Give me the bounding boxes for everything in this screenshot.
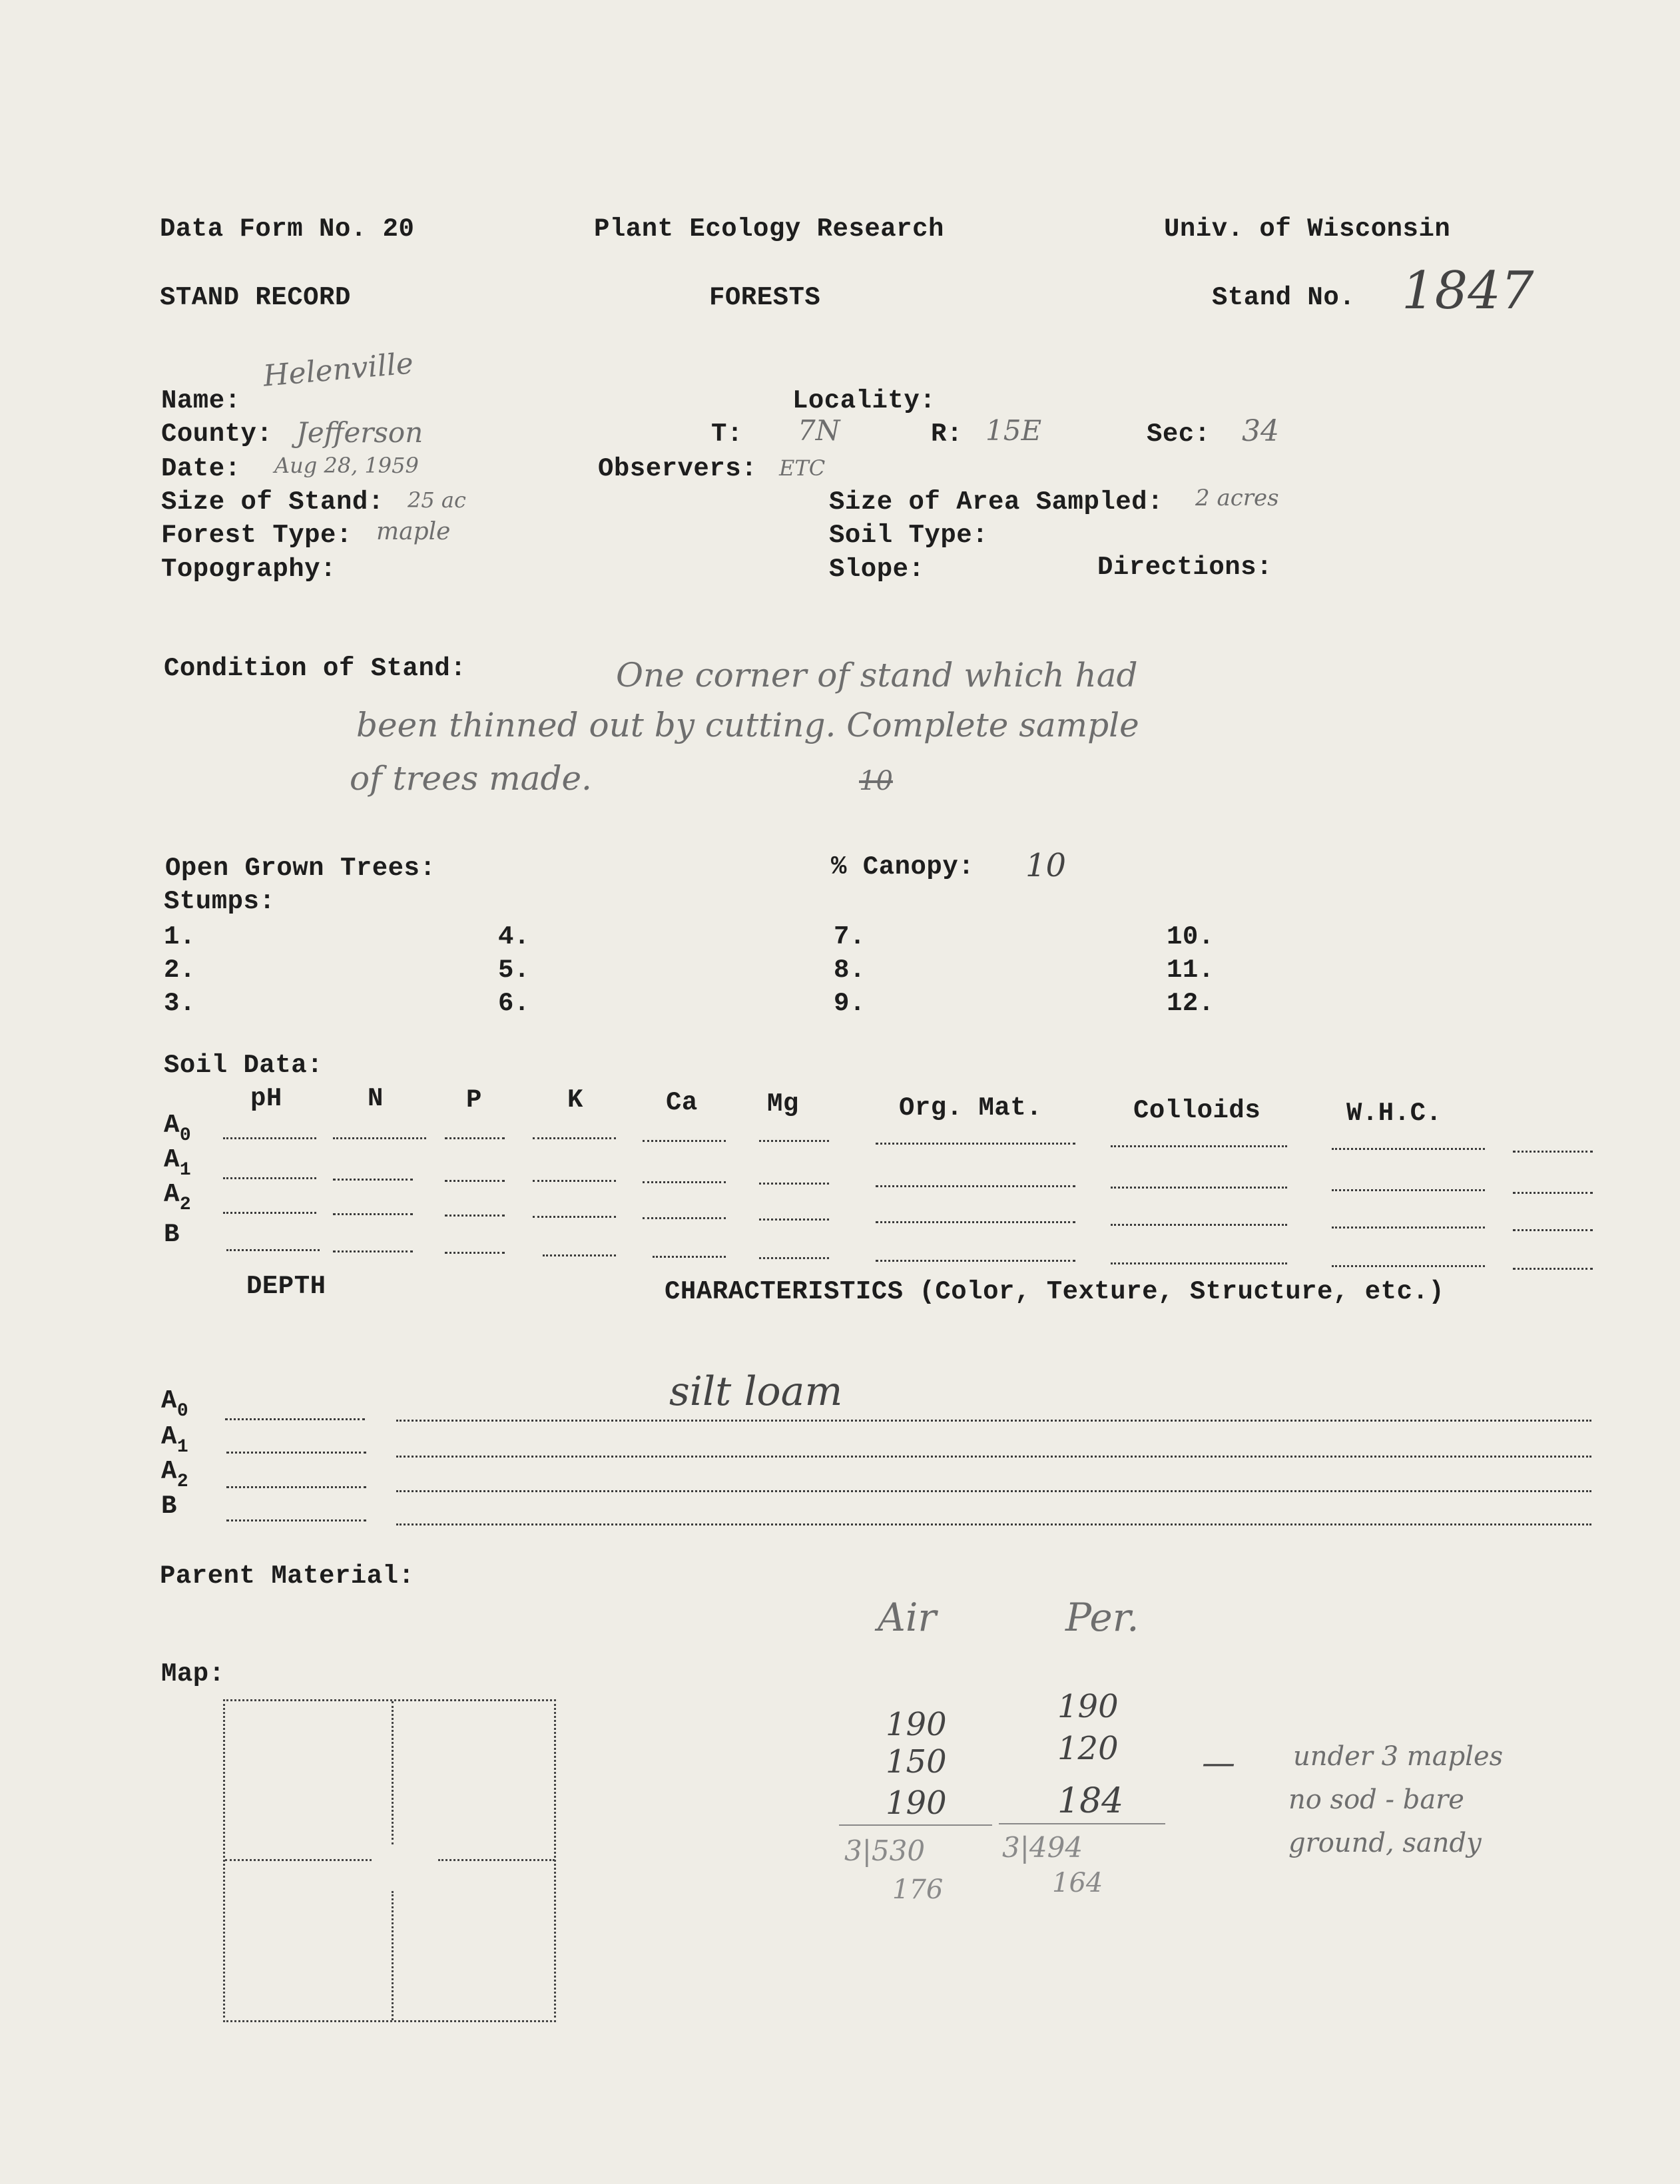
stand-number-label: Stand No. (1212, 283, 1356, 312)
air-sum: 3|530 (844, 1834, 926, 1867)
per-sum: 3|494 (1002, 1831, 1083, 1864)
date-label: Date: (161, 454, 241, 483)
a0-characteristic: silt loam (669, 1368, 843, 1415)
per-sum-line (999, 1823, 1165, 1824)
depth-a1-label: $A_1$ (161, 1422, 189, 1458)
horizon-a1-label: $A_1$ (164, 1145, 192, 1181)
stumps-label: Stumps: (164, 887, 276, 916)
air-sum-line (839, 1824, 992, 1826)
air-value-2: 150 (886, 1743, 947, 1780)
stump-12: 12. (1167, 989, 1215, 1018)
program-title: Plant Ecology Research (594, 214, 944, 244)
col-k: K (567, 1085, 583, 1115)
open-grown-trees-label: Open Grown Trees: (165, 854, 436, 883)
category: FORESTS (709, 283, 821, 312)
stand-number-value: 1847 (1402, 261, 1534, 321)
soil-type-label: Soil Type: (829, 521, 989, 550)
stump-3: 3. (164, 989, 196, 1018)
condition-line-2: been thinned out by cutting. Complete sample (356, 706, 1139, 744)
institution: Univ. of Wisconsin (1164, 214, 1451, 244)
depth-b-label: B (161, 1492, 177, 1521)
stump-7: 7. (834, 922, 866, 952)
remark-line-2: no sod - bare (1288, 1784, 1464, 1815)
characteristics-label: CHARACTERISTICS (Color, Texture, Structure, etc.) (665, 1277, 1445, 1306)
record-type: STAND RECORD (160, 283, 351, 312)
range-value: 15E (985, 414, 1042, 447)
map-divider-left (225, 1859, 372, 1861)
map-label: Map: (161, 1659, 225, 1689)
township-value: 7N (798, 414, 840, 447)
name-value: Helenville (262, 346, 415, 394)
stump-11: 11. (1167, 956, 1215, 985)
col-mg: Mg (767, 1089, 799, 1119)
map-divider-bottom (392, 1891, 394, 2020)
depth-a2-label: $A_2$ (161, 1457, 189, 1492)
county-label: County: (161, 419, 273, 449)
col-ph: pH (250, 1084, 282, 1113)
section-value: 34 (1242, 414, 1279, 448)
col-colloids: Colloids (1133, 1096, 1261, 1125)
observers-label: Observers: (598, 454, 758, 483)
stump-8: 8. (834, 956, 866, 985)
air-average: 176 (892, 1874, 944, 1905)
depth-a0-label: $A_0$ (161, 1386, 189, 1422)
col-n: N (368, 1084, 384, 1113)
stump-2: 2. (164, 956, 196, 985)
map-divider-top (392, 1701, 394, 1844)
parent-material-label: Parent Material: (160, 1561, 415, 1591)
remark-line-1: under 3 maples (1293, 1741, 1504, 1772)
canopy-label: % Canopy: (831, 852, 975, 882)
remark-dash: — (1202, 1743, 1235, 1782)
map-grid (223, 1699, 556, 2022)
col-ca: Ca (666, 1088, 698, 1117)
forest-type-value: maple (376, 518, 451, 545)
section-label: Sec: (1147, 419, 1211, 449)
forest-type-label: Forest Type: (161, 521, 352, 550)
area-sampled-value: 2 acres (1195, 485, 1279, 511)
horizon-a0-label: $A_0$ (164, 1111, 192, 1146)
stump-10: 10. (1167, 922, 1215, 952)
condition-label: Condition of Stand: (164, 654, 467, 683)
area-sampled-label: Size of Area Sampled: (829, 487, 1163, 517)
date-value: Aug 28, 1959 (274, 453, 419, 478)
per-value-1: 190 (1057, 1688, 1119, 1725)
condition-line-3: of trees made. (350, 759, 592, 798)
stump-6: 6. (498, 989, 530, 1018)
condition-strikethrough: 10 (859, 766, 893, 796)
remark-line-3: ground, sandy (1288, 1828, 1482, 1858)
map-divider-right (438, 1859, 555, 1861)
directions-label: Directions: (1097, 553, 1272, 582)
horizon-b-label: B (164, 1220, 180, 1249)
per-header: Per. (1065, 1595, 1139, 1640)
size-of-stand-value: 25 ac (408, 487, 466, 513)
county-value: Jefferson (296, 416, 423, 449)
per-value-3: 184 (1057, 1781, 1124, 1821)
depth-label: DEPTH (246, 1272, 326, 1301)
stump-5: 5. (498, 956, 530, 985)
per-average: 164 (1052, 1868, 1103, 1898)
stump-4: 4. (498, 922, 530, 952)
observers-value: ETC (779, 455, 826, 481)
form-number: Data Form No. 20 (160, 214, 415, 244)
size-of-stand-label: Size of Stand: (161, 487, 384, 517)
topography-label: Topography: (161, 555, 336, 584)
township-label: T: (711, 419, 743, 449)
col-whc: W.H.C. (1346, 1099, 1442, 1128)
range-label: R: (931, 419, 963, 449)
name-label: Name: (161, 386, 241, 415)
condition-line-1: One corner of stand which had (616, 656, 1138, 694)
locality-label: Locality: (792, 386, 936, 415)
horizon-a2-label: $A_2$ (164, 1180, 192, 1215)
air-header: Air (878, 1595, 937, 1640)
stump-1: 1. (164, 922, 196, 952)
col-org-mat: Org. Mat. (899, 1093, 1043, 1123)
soil-data-label: Soil Data: (164, 1051, 324, 1080)
col-p: P (466, 1085, 482, 1115)
slope-label: Slope: (829, 555, 925, 584)
stump-9: 9. (834, 989, 866, 1018)
canopy-value: 10 (1025, 847, 1067, 884)
air-value-1: 190 (886, 1706, 947, 1743)
air-value-3: 190 (886, 1784, 947, 1822)
per-value-2: 120 (1057, 1730, 1119, 1767)
